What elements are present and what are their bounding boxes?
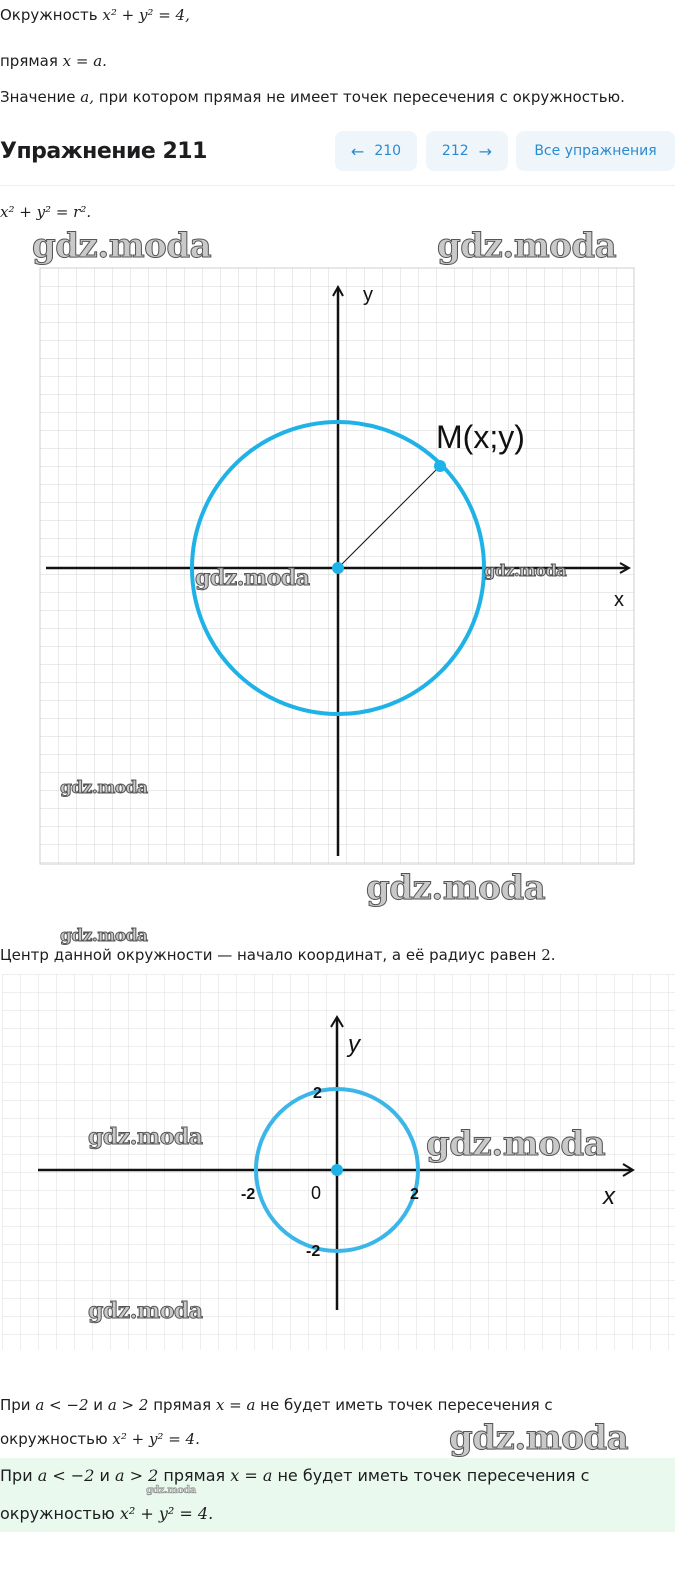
- general-circle-formula: x² + y² = r².: [0, 203, 92, 221]
- watermark-logo: gdz.moda: [437, 226, 617, 266]
- conclusion-text: и: [93, 1396, 104, 1414]
- center-point: [332, 562, 344, 574]
- answer-line-1: [0, 1466, 589, 1485]
- next-exercise-label: 212: [441, 143, 469, 159]
- answer-text: При: [0, 1466, 33, 1485]
- x-axis-label: x: [614, 589, 624, 611]
- conclusion-line-1: [0, 1396, 553, 1414]
- task-circle-label: Окружность: [0, 6, 98, 24]
- answer-cond-1: a < −2: [37, 1466, 95, 1485]
- watermark-logo: gdz.moda: [32, 226, 212, 266]
- conclusion-text: не будет иметь точек пересечения с: [260, 1396, 553, 1414]
- watermark-logo: gdz.moda: [366, 868, 546, 908]
- radius-value: 2.: [541, 946, 556, 964]
- tick-label-y-neg: -2: [306, 1243, 321, 1260]
- answer-line-2: [0, 1504, 213, 1523]
- tick-label-y-pos: 2: [313, 1085, 322, 1102]
- watermark-logo: gdz.moda: [60, 778, 148, 798]
- prev-exercise-label: 210: [374, 143, 402, 159]
- answer-text: не будет иметь точек пересечения с: [277, 1466, 590, 1485]
- arrow-right-icon: →: [478, 141, 493, 161]
- answer-text: прямая: [163, 1466, 226, 1485]
- answer-text: и: [99, 1466, 110, 1485]
- watermark-logo: gdz.moda: [60, 926, 148, 946]
- arrow-left-icon: ←: [350, 141, 365, 161]
- all-exercises-button[interactable]: Все упражнения: [516, 131, 675, 171]
- conclusion-text: окружностью: [0, 1430, 108, 1448]
- point-m: [434, 460, 446, 472]
- answer-box: [0, 1458, 675, 1532]
- task-question-prefix: Значение: [0, 88, 76, 106]
- watermark-logo: gdz.moda: [88, 1298, 203, 1324]
- prev-exercise-button[interactable]: [335, 131, 417, 171]
- conclusion-circle-eq: x² + y² = 4.: [112, 1430, 200, 1448]
- center-radius-text: [0, 946, 556, 964]
- conclusion-cond-1: a < −2: [35, 1396, 89, 1414]
- watermark-logo: gdz.moda: [146, 1485, 196, 1496]
- point-m-label: M(x;y): [436, 419, 525, 455]
- conclusion-text: При: [0, 1396, 31, 1414]
- watermark-logo: gdz.moda: [88, 1124, 203, 1150]
- answer-text: окружностью: [0, 1504, 115, 1523]
- task-line-label: прямая: [0, 52, 58, 70]
- task-question-suffix: при котором прямая не имеет точек пересечения с окружностью.: [98, 88, 625, 106]
- x-axis-label-2: x: [603, 1183, 615, 1210]
- y-axis-label: y: [363, 284, 373, 306]
- task-question-var: a,: [80, 88, 94, 106]
- answer-circle-eq: x² + y² = 4.: [119, 1504, 214, 1523]
- conclusion-line-2: [0, 1430, 200, 1448]
- origin-label: 0: [311, 1183, 322, 1203]
- conclusion-line-eq: x = a: [215, 1396, 256, 1414]
- answer-cond-2: a > 2: [114, 1466, 159, 1485]
- y-axis-label-2: y: [348, 1031, 360, 1058]
- watermark-logo: gdz.moda: [449, 1418, 629, 1458]
- task-question: [0, 88, 625, 106]
- watermark-logo: gdz.moda: [484, 561, 567, 580]
- tick-label-x-neg: -2: [241, 1186, 256, 1203]
- task-line-circle: [0, 6, 190, 24]
- answer-line-eq: x = a: [230, 1466, 273, 1485]
- task-line-line: [0, 52, 107, 70]
- page-title: Упражнение 211: [0, 139, 207, 164]
- next-exercise-button[interactable]: [426, 131, 508, 171]
- task-circle-formula: x² + y² = 4,: [102, 6, 190, 24]
- conclusion-text: прямая: [153, 1396, 212, 1414]
- watermark-logo: gdz.moda: [195, 565, 310, 591]
- watermark-logo: gdz.moda: [426, 1124, 606, 1164]
- figure-circle-general: [0, 228, 680, 918]
- task-line-formula: x = a.: [62, 52, 107, 70]
- origin-point: [331, 1164, 343, 1176]
- tick-label-x-pos: 2: [410, 1186, 419, 1203]
- center-radius-sentence: Центр данной окружности — начало координат, а её радиус равен: [0, 946, 537, 964]
- header-divider: [0, 185, 675, 186]
- conclusion-cond-2: a > 2: [107, 1396, 149, 1414]
